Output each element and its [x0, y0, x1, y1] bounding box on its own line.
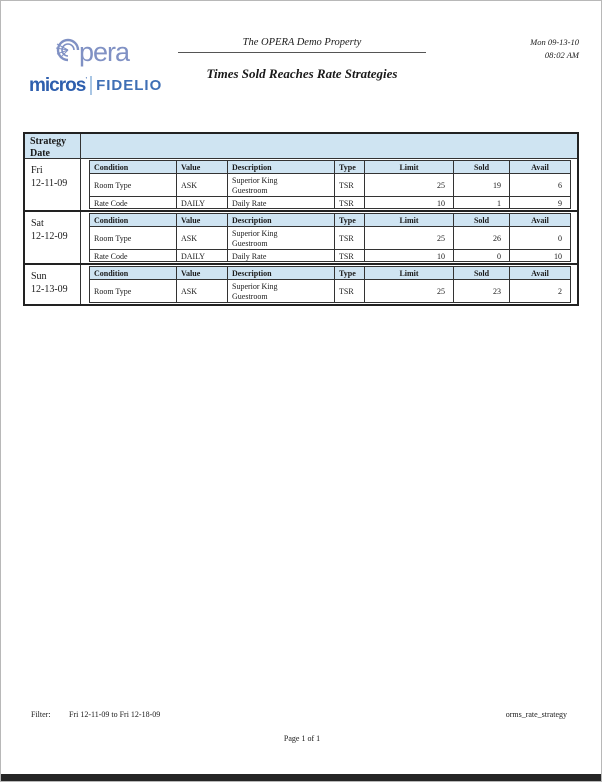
strategy-group-fri [25, 159, 577, 210]
print-date: Mon 09-13-10 [530, 37, 579, 47]
group-date: 12-11-09 [31, 177, 68, 189]
strategy-group-sat [25, 210, 577, 263]
cell-sold: 23 [454, 280, 510, 302]
group-day: Fri [31, 165, 43, 176]
report-header [1, 37, 602, 82]
col-header-description: Description [228, 267, 335, 279]
table-row [90, 226, 570, 249]
cell-sold: 1 [454, 197, 510, 208]
cell-sold: 19 [454, 174, 510, 196]
group-day: Sat [31, 218, 44, 229]
col-header-condition: Condition [90, 161, 177, 173]
group-date: 12-12-09 [31, 230, 68, 242]
col-header-condition: Condition [90, 214, 177, 226]
cell-type: TSR [335, 280, 365, 302]
col-header-type: Type [335, 267, 365, 279]
group-detail-table [89, 266, 571, 303]
cell-sold: 26 [454, 227, 510, 249]
scan-edge-strip [1, 774, 601, 781]
group-day: Sun [31, 271, 47, 282]
cell-limit: 10 [365, 197, 454, 208]
cell-limit: 25 [365, 280, 454, 302]
micros-logo-text: micros [29, 75, 86, 96]
header-filler [81, 134, 577, 158]
table-row [90, 173, 570, 196]
group-detail-table [89, 213, 571, 262]
cell-description: Daily Rate [228, 197, 335, 208]
cell-value: ASK [177, 174, 228, 196]
filter-label: Filter: [31, 710, 51, 719]
group-date-cell [25, 265, 81, 304]
cell-value: DAILY [177, 250, 228, 261]
cell-avail: 10 [554, 251, 562, 261]
opera-logo-text: pera [79, 37, 130, 67]
cell-avail: 6 [558, 181, 562, 190]
footer-filter-line [31, 710, 567, 719]
cell-condition: Rate Code [90, 250, 177, 261]
col-header-value: Value [177, 267, 228, 279]
table-row [90, 196, 570, 208]
filter-value: Fri 12-11-09 to Fri 12-18-09 [69, 710, 161, 719]
group-detail-table [89, 160, 571, 209]
col-header-sold: Sold [454, 161, 510, 173]
column-header-row [90, 161, 570, 173]
property-name: The OPERA Demo Property [242, 37, 362, 48]
col-header-description: Description [228, 161, 335, 173]
column-header-row [90, 214, 570, 226]
column-header-row [90, 267, 570, 279]
rate-strategy-table [23, 132, 579, 306]
group-date-cell [25, 212, 81, 263]
col-header-limit: Limit [365, 214, 454, 226]
table-header-row [25, 134, 577, 159]
cell-value: ASK [177, 227, 228, 249]
col-header-type: Type [335, 161, 365, 173]
col-header-condition: Condition [90, 267, 177, 279]
cell-limit: 25 [365, 227, 454, 249]
micros-trademark: ’ [85, 76, 88, 85]
cell-type: TSR [335, 250, 365, 261]
cell-limit: 10 [365, 250, 454, 261]
header-rule [178, 52, 426, 53]
cell-description: Superior King Guestroom [228, 280, 335, 302]
col-header-value: Value [177, 161, 228, 173]
cell-type: TSR [335, 174, 365, 196]
cell-limit: 25 [365, 174, 454, 196]
cell-type: TSR [335, 197, 365, 208]
cell-condition: Room Type [90, 280, 177, 302]
col-header-limit: Limit [365, 267, 454, 279]
page-title: Times Sold Reaches Rate Strategies [206, 66, 398, 81]
cell-description: Daily Rate [228, 250, 335, 261]
cell-sold: 0 [454, 250, 510, 261]
col-header-type: Type [335, 214, 365, 226]
cell-value: DAILY [177, 197, 228, 208]
report-file-name: orms_rate_strategy [505, 710, 567, 719]
print-datetime [530, 36, 579, 62]
fidelio-logo-text: FIDELIO [96, 77, 163, 94]
print-time: 08:02 AM [544, 50, 579, 61]
cell-condition: Room Type [90, 227, 177, 249]
table-row [90, 249, 570, 261]
col-header-description: Description [228, 214, 335, 226]
col-header-avail: Avail [531, 163, 549, 172]
cell-type: TSR [335, 227, 365, 249]
group-date-cell [25, 159, 81, 210]
cell-condition: Room Type [90, 174, 177, 196]
cell-avail: 0 [558, 234, 562, 243]
cell-condition: Rate Code [90, 197, 177, 208]
cell-avail: 2 [558, 287, 562, 296]
cell-value: ASK [177, 280, 228, 302]
col-header-avail: Avail [531, 269, 549, 278]
strategy-group-sun [25, 263, 577, 304]
group-date: 12-13-09 [31, 283, 68, 295]
strategy-date-header: Strategy Date [25, 134, 81, 158]
cell-avail: 9 [558, 198, 562, 208]
page-number: Page 1 of 1 [283, 734, 321, 743]
cell-description: Superior King Guestroom [228, 227, 335, 249]
cell-description: Superior King Guestroom [228, 174, 335, 196]
table-row [90, 279, 570, 302]
col-header-sold: Sold [454, 214, 510, 226]
col-header-sold: Sold [454, 267, 510, 279]
col-header-avail: Avail [531, 216, 549, 225]
col-header-limit: Limit [365, 161, 454, 173]
col-header-value: Value [177, 214, 228, 226]
